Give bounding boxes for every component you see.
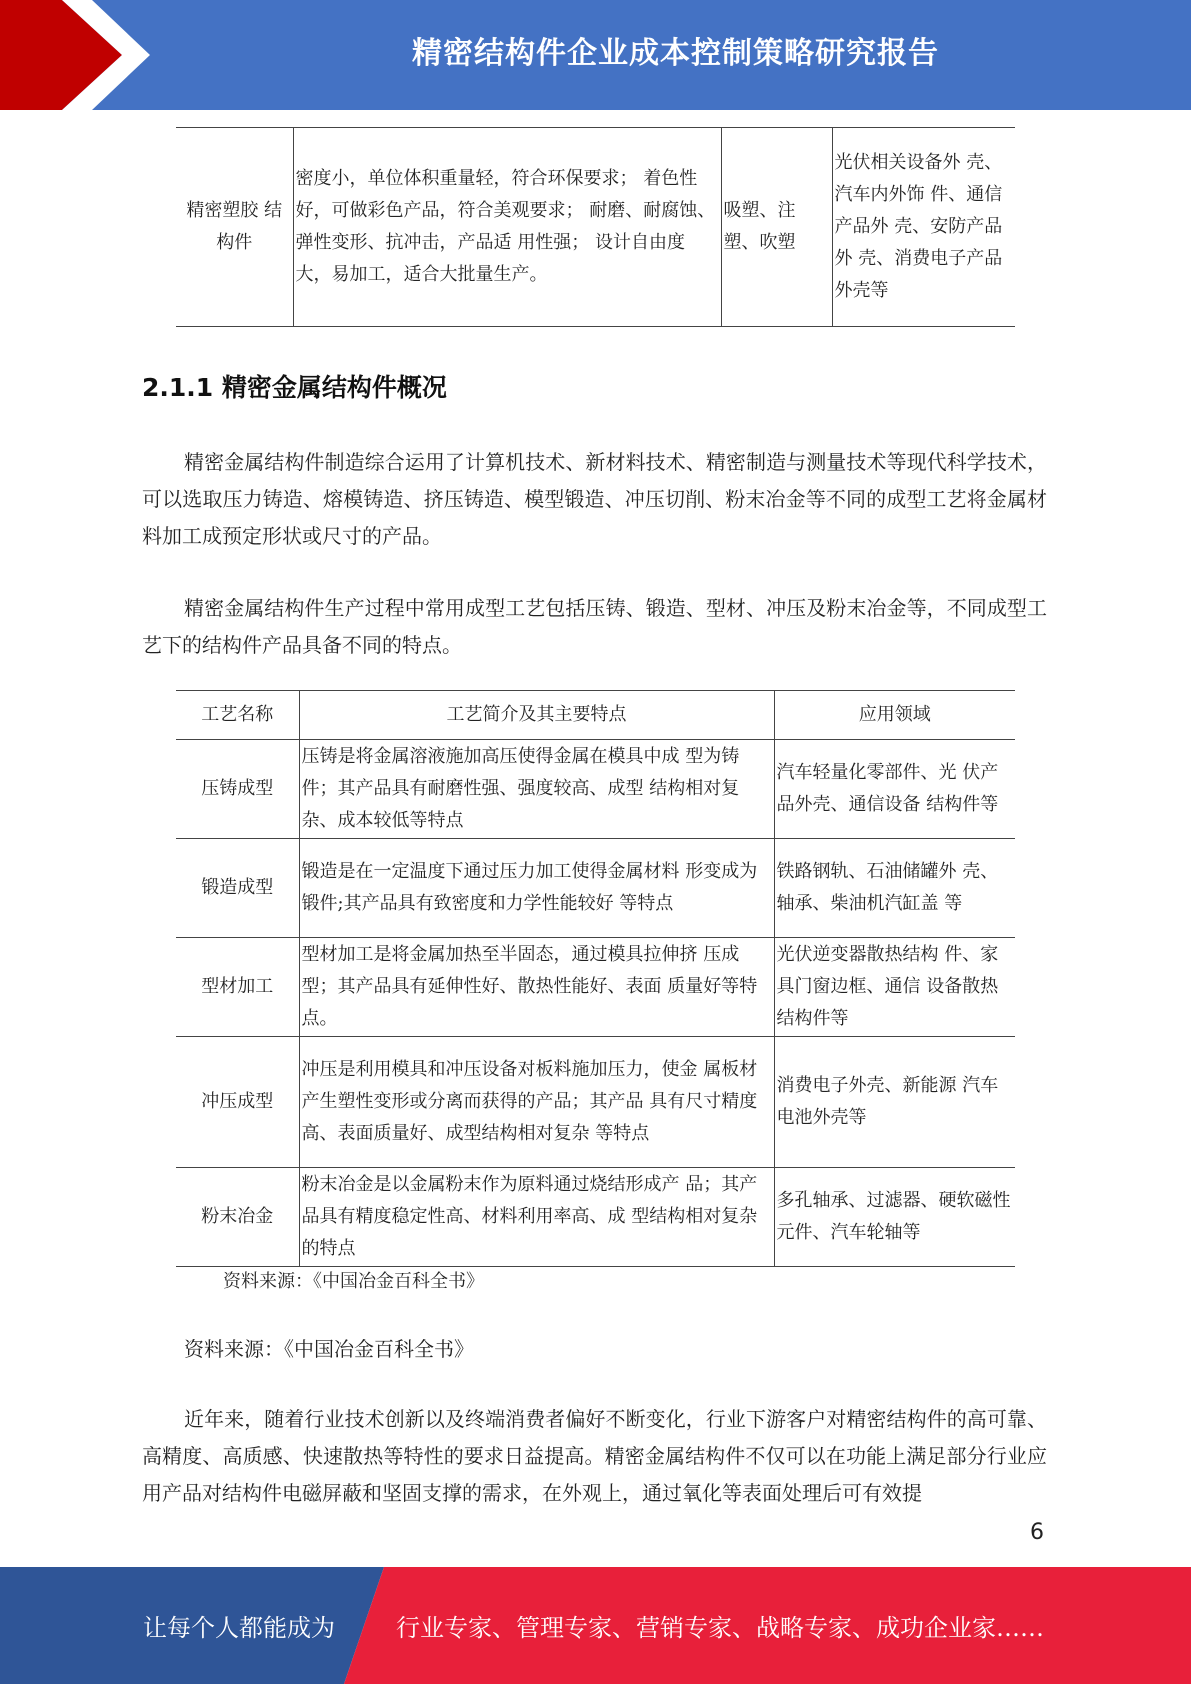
table-row	[176, 1037, 1015, 1168]
table-cell-applications: 多孔轴承、过滤器、硬软磁性元件、汽车轮轴等	[774, 1168, 1015, 1267]
table-cell-applications: 汽车轻量化零部件、光 伏产品外壳、通信设备 结构件等	[774, 740, 1015, 839]
paragraph: 近年来，随着行业技术创新以及终端消费者偏好不断变化，行业下游客户对精密结构件的高可靠、高精度、高质感、快速散热等特性的要求日益提高。精密金属结构件不仅可以在功能上满足部分行业应用产品对结构件电磁屏蔽和坚固支撑的需求，在外观上，通过氧化等表面处理后可有效提	[142, 1407, 1047, 1505]
table-cell-name: 锻造成型	[176, 839, 299, 938]
plastic-structure-table	[176, 127, 1015, 327]
table-row	[176, 839, 1015, 938]
table-cell-name: 精密塑胶 结构件	[176, 128, 293, 327]
table-cell-applications: 消费电子外壳、新能源 汽车电池外壳等	[774, 1037, 1015, 1168]
table-cell-applications: 光伏逆变器散热结构 件、家具门窗边框、通信 设备散热结构件等	[774, 938, 1015, 1037]
table-cell-features: 冲压是利用模具和冲压设备对板料施加压力，使金 属板材产生塑性变形或分离而获得的产品；其产品 具有尺寸精度高、表面质量好、成型结构相对复杂 等特点	[299, 1037, 774, 1168]
table-cell-features: 锻造是在一定温度下通过压力加工使得金属材料 形变成为锻件;其产品具有致密度和力学性能较好 等特点	[299, 839, 774, 938]
table-cell-features: 型材加工是将金属加热至半固态，通过模具拉伸挤 压成型；其产品具有延伸性好、散热性能好、表面 质量好等特点。	[299, 938, 774, 1037]
table-cell-features: 粉末冶金是以金属粉末作为原料通过烧结形成产 品；其产品具有精度稳定性高、材料利用率高、成 型结构相对复杂的特点	[299, 1168, 774, 1267]
paragraph: 精密金属结构件生产过程中常用成型工艺包括压铸、锻造、型材、冲压及粉末冶金等，不同成型工艺下的结构件产品具备不同的特点。	[142, 596, 1047, 657]
table-row	[176, 1168, 1015, 1267]
footer-slogan-right: 行业专家、管理专家、营销专家、战略专家、成功企业家……	[396, 1614, 1044, 1642]
table-cell-name: 粉末冶金	[176, 1168, 299, 1267]
table-cell-applications: 光伏相关设备外 壳、汽车内外饰 件、通信产品外 壳、安防产品外 壳、消费电子产品外壳等	[832, 128, 1015, 327]
paragraph: 精密金属结构件制造综合运用了计算机技术、新材料技术、精密制造与测量技术等现代科学技术，可以选取压力铸造、熔模铸造、挤压铸造、模型锻造、冲压切削、粉末冶金等不同的成型工艺将金属材料加工成预定形状或尺寸的产品。	[142, 450, 1047, 548]
table-row	[176, 938, 1015, 1037]
table-cell-process: 吸塑、注塑、吹塑	[721, 128, 832, 327]
source-note: 资料来源：《中国冶金百科全书》	[184, 1337, 474, 1361]
table-cell-features: 压铸是将金属溶液施加高压使得金属在模具中成 型为铸件；其产品具有耐磨性强、强度较高、成型 结构相对复杂、成本较低等特点	[299, 740, 774, 839]
table-source-note: 资料来源：《中国冶金百科全书》	[223, 1271, 484, 1292]
table-cell-name: 型材加工	[176, 938, 299, 1037]
table-cell-features: 密度小，单位体积重量轻，符合环保要求； 着色性好，可做彩色产品，符合美观要求； 耐磨、耐腐蚀、弹性变形、抗冲击，产品适 用性强； 设计自由度大，易加工，适合大批量生产。	[293, 128, 721, 327]
table-row	[176, 128, 1015, 327]
table-cell-name: 冲压成型	[176, 1037, 299, 1168]
table-cell-name: 压铸成型	[176, 740, 299, 839]
table-header-cell: 工艺名称	[176, 691, 299, 740]
footer-slogan-left: 让每个人都能成为	[143, 1614, 335, 1642]
table-header-cell: 应用领域	[774, 691, 1015, 740]
table-row	[176, 740, 1015, 839]
section-heading: 2.1.1 精密金属结构件概况	[142, 373, 447, 402]
metal-process-table	[176, 690, 1015, 1267]
table-cell-applications: 铁路钢轨、石油储罐外 壳、轴承、柴油机汽缸盖 等	[774, 839, 1015, 938]
page-header	[0, 0, 1191, 110]
page-number: 6	[1030, 1520, 1044, 1545]
page-footer	[0, 1567, 1191, 1684]
table-header-cell: 工艺简介及其主要特点	[299, 691, 774, 740]
header-title: 精密结构件企业成本控制策略研究报告	[412, 36, 939, 71]
table-header-row	[176, 691, 1015, 740]
